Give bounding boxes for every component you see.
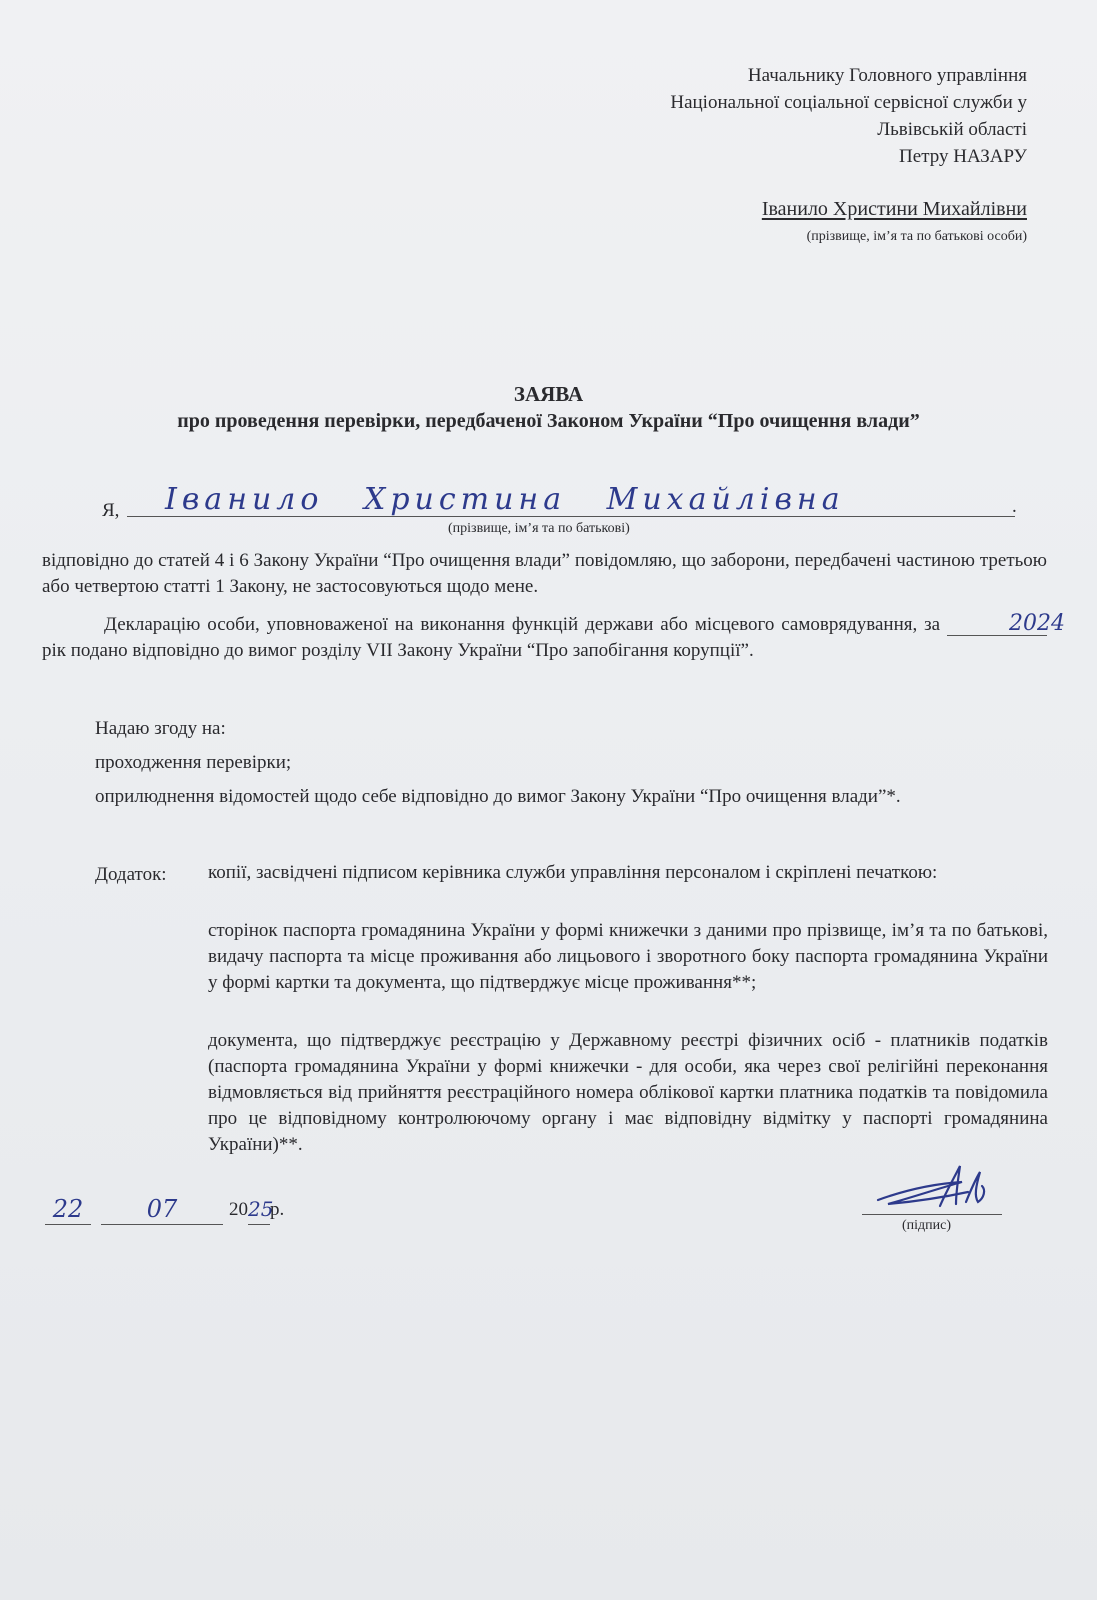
date-year-suffix: 25	[248, 1197, 274, 1221]
addressee-line: Львівській області	[877, 119, 1027, 140]
addressee-line: Начальнику Головного управління	[747, 65, 1027, 86]
document-subtitle: про проведення перевірки, передбаченої Законом України “Про очищення влади”	[177, 410, 920, 432]
document-title: ЗАЯВА	[513, 382, 584, 406]
signature-hint: (підпис)	[902, 1218, 952, 1233]
date-day: 22	[52, 1195, 84, 1223]
consent-intro: Надаю згоду на:	[95, 718, 226, 739]
paragraph-1: відповідно до статей 4 і 6 Закону України “Про очищення влади” повідомляю, що заборони, передбачені частиною третьою або четвертою статті 1 Закону, не застосовуються щодо мене.	[42, 550, 1047, 597]
declaration-year: 2024	[1009, 611, 1066, 636]
consent-item-1: проходження перевірки;	[95, 752, 292, 773]
date-month: 07	[146, 1195, 178, 1223]
addressee-block	[507, 62, 1027, 170]
addressee-line: Петру НАЗАРУ	[899, 146, 1027, 167]
handwritten-signature	[870, 1162, 1010, 1222]
addendum-item-1: сторінок паспорта громадянина України у формі книжечки з даними про прізвище, ім’я та по батькові, видачу паспорта та місце проживання або лицьового і зворотного боку паспорта громадянина України у формі картки та документа, що підтверджує місце проживання**;	[208, 920, 1048, 993]
ya-label: Я,	[102, 500, 120, 521]
paragraph-2-after: рік подано відповідно до вимог розділу VII Закону України “Про запобігання корупції”.	[42, 640, 754, 661]
declaration-year-field	[947, 611, 1066, 636]
addendum-intro: копії, засвідчені підписом керівника служби управління персоналом і скріплені печаткою:	[208, 862, 938, 883]
addressee-line: Національної соціальної сервісної служби у	[670, 92, 1027, 113]
signature-line	[862, 1214, 1002, 1215]
paragraph-2	[42, 611, 1066, 664]
name-period: .	[1012, 496, 1017, 517]
addendum-item-2: документа, що підтверджує реєстрацію у Державному реєстрі фізичних осіб - платників податків (паспорта громадянина України у формі книжечки - для особи, яка через свої релігійні переконання відмовляється від прийняття реєстраційного номера облікової картки платника податків та повідомила про це відповідному контролюючому органу і має відповідну відмітку у паспорті громадянина України)**.	[208, 1030, 1048, 1155]
date-day-field	[45, 1194, 91, 1225]
paragraph-2-before: Декларацію особи, уповноваженої на виконання функцій держави або місцевого самоврядування, за	[104, 614, 941, 635]
handwritten-name: Іванило Христина Михайлівна	[165, 482, 845, 517]
date-month-field	[101, 1194, 223, 1225]
applicant-name: Іванило Христини Михайлівни	[761, 198, 1027, 220]
consent-item-2: оприлюднення відомостей щодо себе відповідно до вимог Закону України “Про очищення влади”*.	[95, 786, 901, 807]
name-hint: (прізвище, ім’я та по батькові)	[448, 521, 630, 536]
date-year-prefix: 20	[229, 1199, 248, 1220]
date-year-field	[248, 1194, 274, 1225]
date-row	[45, 1194, 284, 1225]
applicant-hint: (прізвище, ім’я та по батькові особи)	[806, 229, 1027, 244]
addendum-label: Додаток:	[95, 864, 167, 885]
date-suffix: р.	[270, 1199, 285, 1220]
